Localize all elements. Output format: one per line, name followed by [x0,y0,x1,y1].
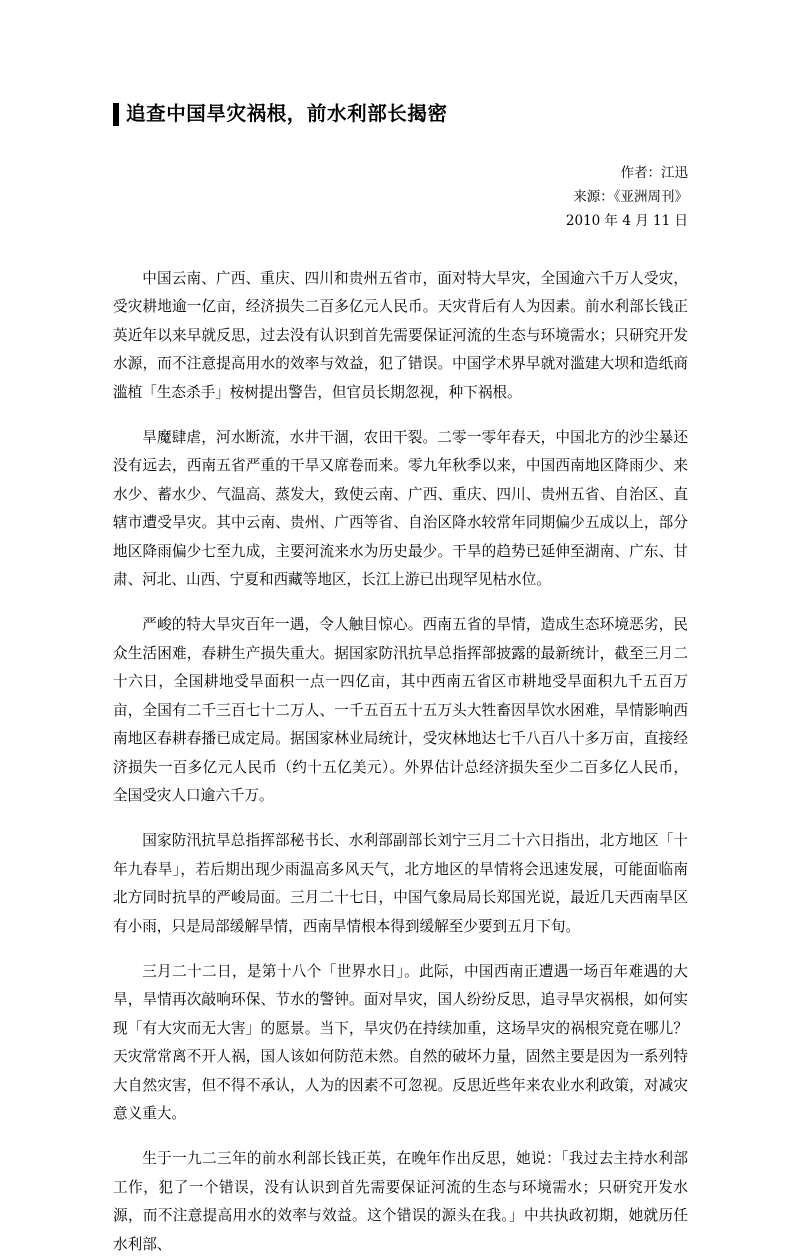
article-body [113,265,688,1259]
body-paragraph: 中国云南、广西、重庆、四川和贵州五省市，面对特大旱灾，全国逾六千万人受灾，受灾耕地逾一亿亩，经济损失二百多亿元人民币。天灾背后有人为因素。前水利部长钱正英近年以来早就反思，过去没有认识到首先需要保证河流的生态与环境需水；只研究开发水源，而不注意提高用水的效率与效益，犯了错误。中国学术界早就对滥建大坝和造纸商滥植「生态杀手」桉树提出警告，但官员长期忽视，种下祸根。 [113,270,688,401]
article-byline [113,161,688,233]
byline-source: 来源：《亚洲周刊》 [573,189,688,205]
byline-author: 作者：江迅 [620,165,688,181]
article-title-block [113,99,688,129]
page-title: 追查中国旱灾祸根，前水利部长揭密 [126,102,448,126]
body-paragraph: 严峻的特大旱灾百年一遇，令人触目惊心。西南五省的旱情，造成生态环境恶劣，民众生活困难，春耕生产损失重大。据国家防汛抗旱总指挥部披露的最新统计，截至三月二十六日，全国耕地受旱面积一点一四亿亩，其中西南五省区市耕地受旱面积九千五百万亩，全国有二千三百七十二万人、一千五百五十五万头大牲畜因旱饮水困难，旱情影响西南地区春耕春播已成定局。据国家林业局统计，受灾林地达七千八百八十多万亩，直接经济损失一百多亿元人民币（约十五亿美元）。外界估计总经济损失至少二百多亿人民币，全国受灾人口逾六千万。 [113,616,688,804]
body-paragraph: 国家防汛抗旱总指挥部秘书长、水利部副部长刘宁三月二十六日指出，北方地区「十年九春旱」，若后期出现少雨温高多风天气，北方地区的旱情将会迅速发展，可能面临南北方同时抗旱的严峻局面。三月二十七日，中国气象局局长郑国光说，最近几天西南旱区有小雨，只是局部缓解旱情，西南旱情根本得到缓解至少要到五月下旬。 [113,832,688,935]
body-paragraph: 三月二十二日，是第十八个「世界水日」。此际，中国西南正遭遇一场百年难遇的大旱，旱情再次敲响环保、节水的警钟。面对旱灾，国人纷纷反思，追寻旱灾祸根，如何实现「有大灾而无大害」的愿景。当下，旱灾仍在持续加重，这场旱灾的祸根究竟在哪儿？天灾常常离不开人祸，国人该如何防范未然。自然的破坏力量，固然主要是因为一系列特大自然灾害，但不得不承认，人为的因素不可忽视。反思近些年来农业水利政策，对减灾意义重大。 [113,962,688,1122]
byline-date: 2010 年 4 月 11 日 [565,213,688,229]
document-content [113,0,688,1259]
body-paragraph: 生于一九二三年的前水利部长钱正英，在晚年作出反思，她说：「我过去主持水利部工作，犯了一个错误，没有认识到首先需要保证河流的生态与环境需水；只研究开发水源，而不注意提高用水的效率与效益。这个错误的源头在我。」中共执政初期，她就历任水利部、 [113,1150,688,1253]
body-paragraph: 旱魔肆虐，河水断流，水井干涸，农田干裂。二零一零年春天，中国北方的沙尘暴还没有远去，西南五省严重的干旱又席卷而来。零九年秋季以来，中国西南地区降雨少、来水少、蓄水少、气温高、蒸发大，致使云南、广西、重庆、四川、贵州五省、自治区、直辖市遭受旱灾。其中云南、贵州、广西等省、自治区降水较常年同期偏少五成以上，部分地区降雨偏少七至九成，主要河流来水为历史最少。干旱的趋势已延伸至湖南、广东、甘肃、河北、山西、宁夏和西藏等地区，长江上游已出现罕见枯水位。 [113,429,688,589]
title-accent-bar-icon [113,103,119,126]
